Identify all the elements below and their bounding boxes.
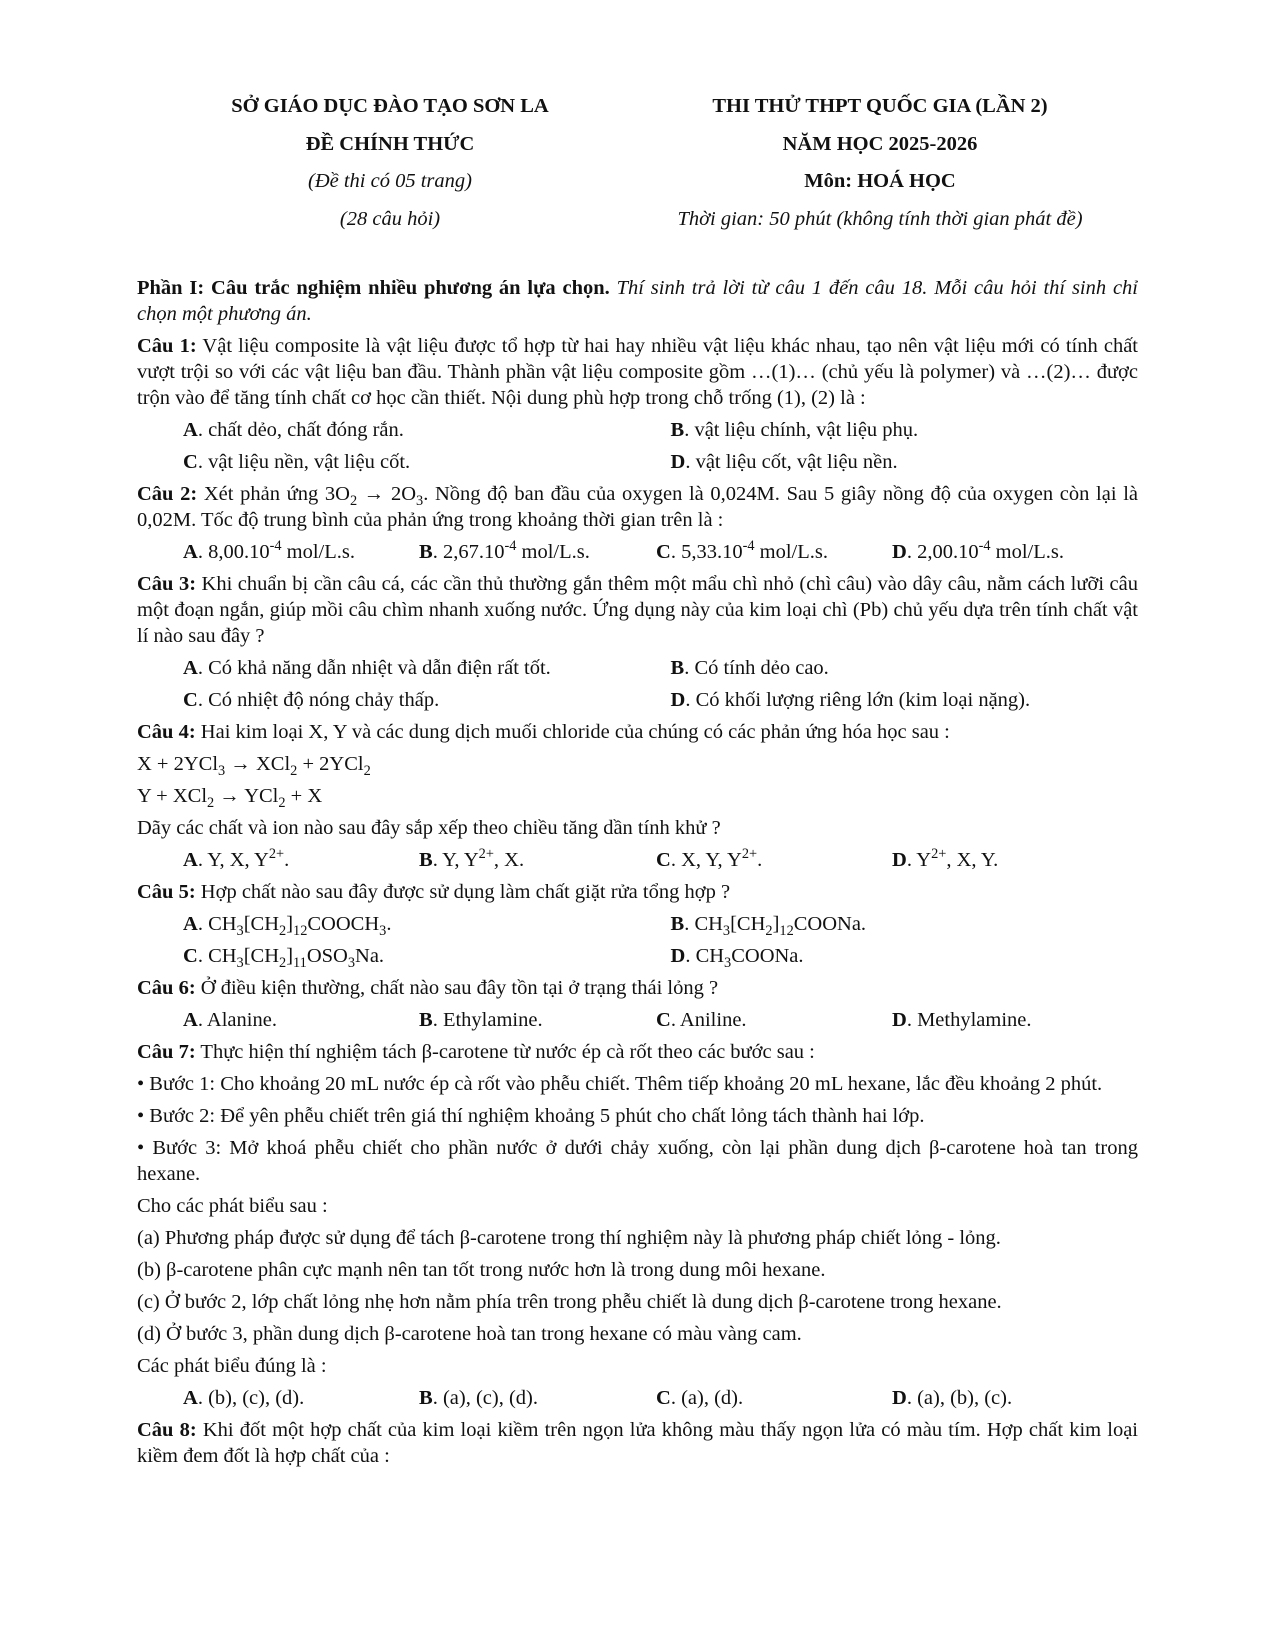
- question-7-prompt: Các phát biểu đúng là :: [137, 1355, 327, 1377]
- option-c: C. (a), (d).: [656, 1387, 744, 1409]
- option-a: A. Alanine.: [183, 1009, 277, 1031]
- page-count-note: (Đề thi có 05 trang): [308, 170, 472, 192]
- question-6: Câu 6: Ở điều kiện thường, chất nào sau đây tồn tại ở trạng thái lỏng ?: [137, 977, 719, 999]
- options-row: [137, 655, 1138, 681]
- question-2: Câu 2: Xét phản ứng $3O_2 \to 2O_3$. Nồng độ ban đầu của oxygen là 0,024M. Sau 5 giây nồng độ của oxygen còn lại là 0,02M. Tốc độ trung bình của phản ứng trong khoảng thời gian trên là :: [137, 483, 1138, 531]
- options-row: [137, 1385, 1138, 1411]
- option-b: B. (a), (c), (d).: [419, 1387, 538, 1409]
- part-instruction: Thí sinh trả lời từ câu 1 đến câu 18. Mỗi câu hỏi thí sinh chỉ chọn một phương án.: [137, 277, 1139, 325]
- statement-a: (a) Phương pháp được sử dụng để tách β-carotene trong thí nghiệm này là phương pháp chiết lỏng - lỏng.: [137, 1227, 1001, 1249]
- part-title: Phần I: Câu trắc nghiệm nhiều phương án lựa chọn.: [137, 277, 610, 299]
- question-3: Câu 3: Khi chuẩn bị cần câu cá, các cần thủ thường gắn thêm một mẩu chì nhỏ (chì câu) vào dây câu, nằm cách lưỡi câu một đoạn ngắn, giúp mồi câu chìm nhanh xuống nước. Ứng dụng này của kim loại chì (Pb) chủ yếu dựa trên tính chất vật lí nào sau đây ?: [137, 573, 1138, 647]
- option-a: A. $CH_3[CH_2]_{12}COOCH_3$.: [183, 913, 392, 940]
- statement-c: (c) Ở bước 2, lớp chất lỏng nhẹ hơn nằm phía trên trong phễu chiết là dung dịch β-carotene trong hexane.: [137, 1291, 1002, 1313]
- options-row: [137, 449, 1138, 475]
- option-b: B. $CH_3[CH_2]_{12}COONa$.: [670, 913, 867, 940]
- option-c: C. vật liệu nền, vật liệu cốt.: [183, 451, 411, 473]
- options-row: [137, 911, 1138, 940]
- question-label: Câu 1:: [137, 335, 197, 357]
- option-a: A. Y, X, $Y^{2+}$.: [183, 846, 290, 871]
- statement-d: (d) Ở bước 3, phần dung dịch β-carotene hoà tan trong hexane có màu vàng cam.: [137, 1323, 802, 1345]
- options-row: [137, 417, 1138, 443]
- options-row: [137, 1007, 1138, 1033]
- option-d: D. Methylamine.: [892, 1009, 1032, 1031]
- step-3: • Bước 3: Mở khoá phễu chiết cho phần nước ở dưới chảy xuống, còn lại phần dung dịch β-carotene hoà tan trong hexane.: [137, 1137, 1138, 1185]
- question-count-note: (28 câu hỏi): [339, 207, 441, 230]
- school-year: NĂM HỌC 2025-2026: [782, 132, 978, 155]
- subject: Môn: HOÁ HỌC: [804, 170, 956, 192]
- question-4: Câu 4: Hai kim loại X, Y và các dung dịch muối chloride của chúng có các phản ứng hóa học sau :: [137, 721, 950, 743]
- exam-content: [137, 275, 1138, 1475]
- option-a: A. chất dẻo, chất đóng rắn.: [183, 419, 404, 441]
- option-a: A. $8,00.10^{-4}$ mol/L.s.: [183, 538, 355, 563]
- question-8: Câu 8: Khi đốt một hợp chất của kim loại kiềm trên ngọn lửa không màu thấy ngọn lửa có màu tím. Hợp chất kim loại kiềm đem đốt là hợp chất của :: [137, 1419, 1138, 1467]
- option-b: B. Ethylamine.: [419, 1009, 543, 1031]
- question-7: Câu 7: Thực hiện thí nghiệm tách β-carotene từ nước ép cà rốt theo các bước sau :: [137, 1041, 815, 1063]
- exam-title: THI THỬ THPT QUỐC GIA (LẦN 2): [712, 95, 1048, 117]
- options-row: [137, 687, 1138, 713]
- step-2: • Bước 2: Để yên phễu chiết trên giá thí nghiệm khoảng 5 phút cho chất lỏng tách thành hai lớp.: [137, 1105, 925, 1127]
- options-row: [137, 847, 1138, 873]
- option-d: D. $2,00.10^{-4}$ mol/L.s.: [892, 538, 1064, 563]
- option-d: D. $Y^{2+}$, X, Y.: [892, 846, 999, 871]
- option-d: D. vật liệu cốt, vật liệu nền.: [670, 451, 898, 473]
- options-row: [137, 943, 1138, 972]
- equation-1: X + 2YCl$_3$ → XCl$_2$ + 2YCl$_2$: [137, 753, 371, 780]
- question-text: Vật liệu composite là vật liệu được tổ hợp từ hai hay nhiều vật liệu khác nhau, tạo nên vật liệu mới có tính chất vượt trội so với các vật liệu ban đầu. Thành phần vật liệu composite gồm …(1)… (chủ yếu là polymer) và …(2)… được trộn vào để tăng tính chất cơ học cần thiết. Nội dung phù hợp trong chỗ trống (1), (2) là :: [137, 335, 1138, 409]
- option-b: B. Y, $Y^{2+}$, X.: [419, 846, 525, 871]
- header-left: [160, 88, 620, 238]
- options-row: [137, 539, 1138, 565]
- option-a: A. (b), (c), (d).: [183, 1387, 305, 1409]
- official-label: ĐỀ CHÍNH THỨC: [305, 132, 475, 155]
- option-b: B. $2,67.10^{-4}$ mol/L.s.: [419, 538, 590, 563]
- header-right: [620, 88, 1140, 238]
- question-4-prompt: Dãy các chất và ion nào sau đây sắp xếp theo chiều tăng dần tính khử ?: [137, 817, 721, 839]
- step-1: • Bước 1: Cho khoảng 20 mL nước ép cà rốt vào phễu chiết. Thêm tiếp khoảng 20 mL hexane, lắc đều khoảng 2 phút.: [137, 1073, 1103, 1095]
- statements-intro: Cho các phát biểu sau :: [137, 1195, 328, 1217]
- option-d: D. $CH_3COONa$.: [670, 945, 804, 972]
- option-c: C. $5,33.10^{-4}$ mol/L.s.: [656, 538, 828, 563]
- question-1: [137, 333, 1138, 411]
- option-c: C. X, Y, $Y^{2+}$.: [656, 846, 763, 871]
- option-b: B. Có tính dẻo cao.: [670, 657, 829, 679]
- statement-b: (b) β-carotene phân cực mạnh nên tan tốt trong nước hơn là trong dung môi hexane.: [137, 1259, 826, 1281]
- question-5: Câu 5: Hợp chất nào sau đây được sử dụng làm chất giặt rửa tổng hợp ?: [137, 881, 731, 903]
- equation-2: Y + XCl$_2$ → YCl$_2$ + X: [137, 785, 323, 812]
- option-d: D. Có khối lượng riêng lớn (kim loại nặng).: [670, 689, 1031, 711]
- option-c: C. $CH_3[CH_2]_{11}OSO_3Na$.: [183, 945, 385, 972]
- time-limit: Thời gian: 50 phút (không tính thời gian phát đề): [677, 207, 1083, 230]
- option-a: A. Có khả năng dẫn nhiệt và dẫn điện rất tốt.: [183, 657, 551, 679]
- option-c: C. Có nhiệt độ nóng chảy thấp.: [183, 689, 440, 711]
- option-d: D. (a), (b), (c).: [892, 1387, 1013, 1409]
- department-name: SỞ GIÁO DỤC ĐÀO TẠO SƠN LA: [231, 95, 549, 117]
- option-c: C. Aniline.: [656, 1009, 747, 1031]
- part-heading: [137, 275, 1138, 327]
- option-b: B. vật liệu chính, vật liệu phụ.: [670, 419, 919, 441]
